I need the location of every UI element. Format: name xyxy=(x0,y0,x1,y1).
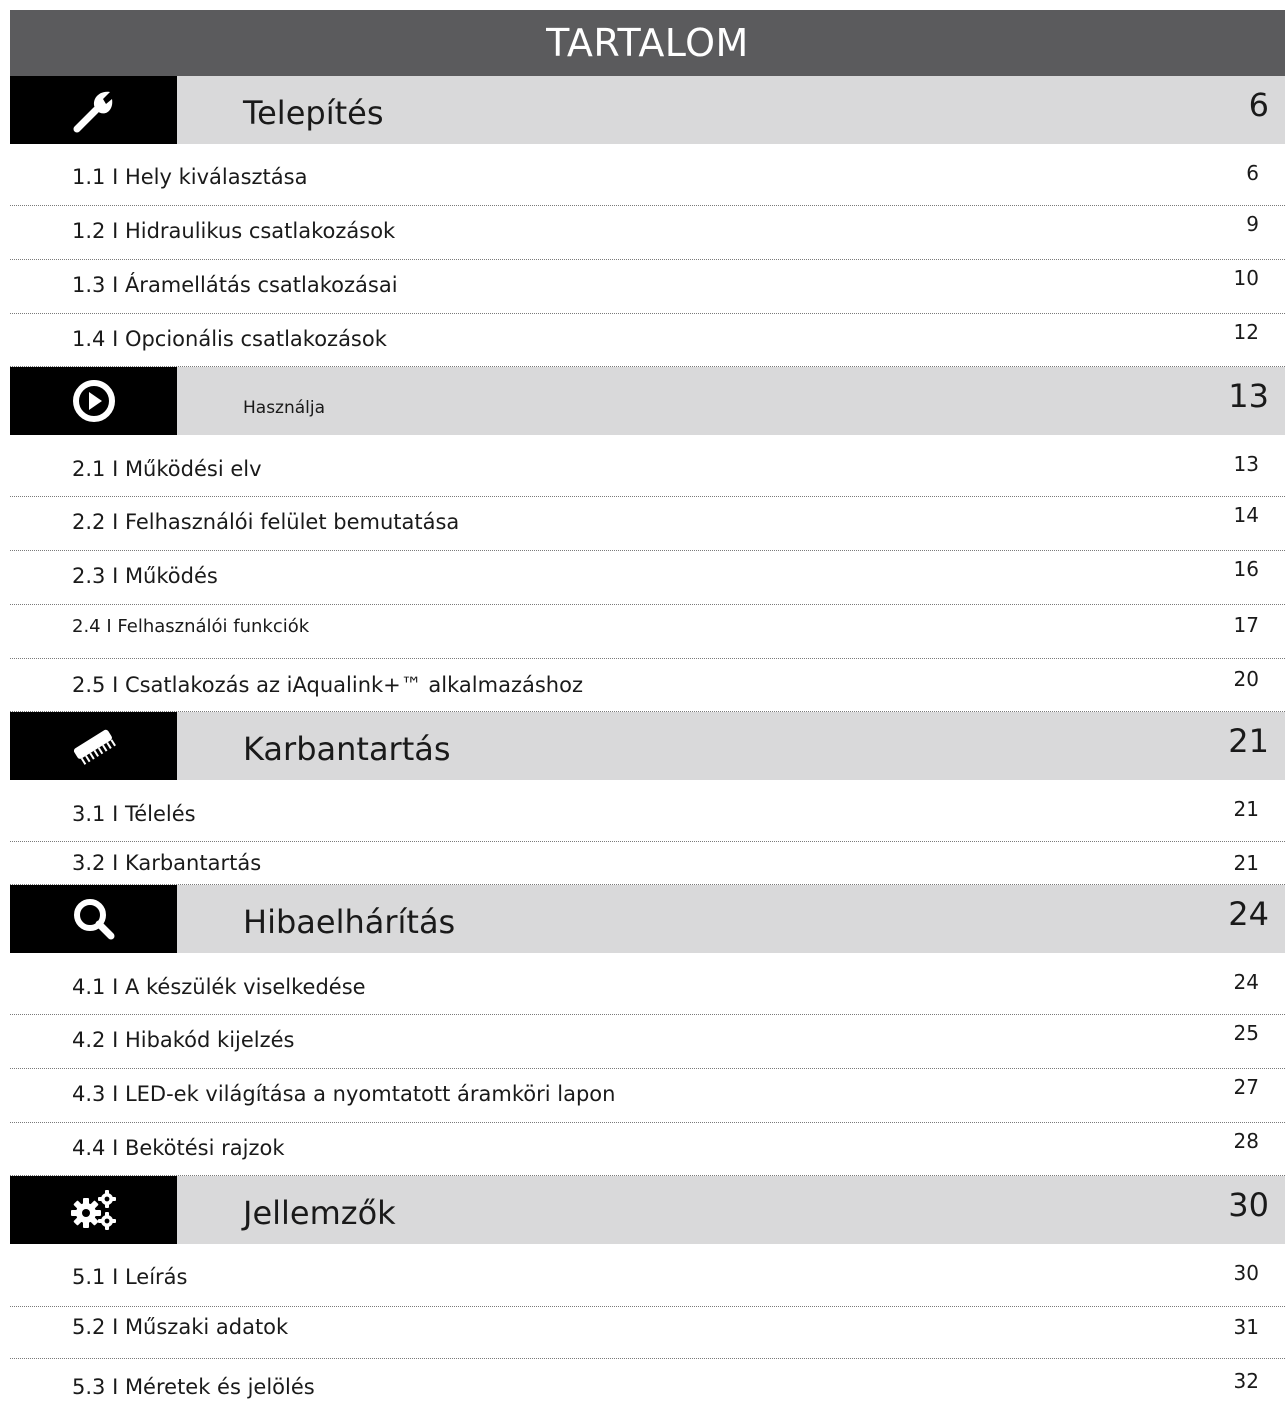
toc-entry-page: 31 xyxy=(1233,1315,1259,1339)
toc-entry-page: 12 xyxy=(1233,320,1259,344)
play-icon xyxy=(10,367,177,435)
toc-entry-page: 21 xyxy=(1233,851,1259,875)
toc-entry[interactable] xyxy=(10,842,1285,885)
wrench-icon xyxy=(10,76,177,144)
toc-entry-page: 30 xyxy=(1233,1261,1259,1285)
toc-entry[interactable] xyxy=(10,953,1285,1015)
toc-entry[interactable] xyxy=(10,206,1285,260)
table-of-contents xyxy=(10,10,1285,1407)
toc-entry-page: 9 xyxy=(1246,212,1259,236)
toc-entry[interactable] xyxy=(10,314,1285,367)
toc-entry[interactable] xyxy=(10,1015,1285,1069)
toc-entry[interactable] xyxy=(10,551,1285,605)
toc-entry-label: 4.4 I Bekötési rajzok xyxy=(72,1136,285,1160)
toc-entry[interactable] xyxy=(10,260,1285,314)
toc-entry[interactable] xyxy=(10,1359,1285,1407)
section-header-jellemzok[interactable] xyxy=(10,1176,1285,1244)
brush-icon xyxy=(10,712,177,780)
toc-entry[interactable] xyxy=(10,1307,1285,1359)
toc-entry-page: 14 xyxy=(1233,503,1259,527)
toc-entry-label: 1.4 I Opcionális csatlakozások xyxy=(72,327,387,351)
toc-entry-label: 3.1 I Télelés xyxy=(72,802,196,826)
section-title: Jellemzők xyxy=(243,1194,396,1232)
section-page-number: 24 xyxy=(1228,895,1269,933)
gears-icon xyxy=(10,1176,177,1244)
toc-entry-page: 10 xyxy=(1233,266,1259,290)
toc-entry-page: 17 xyxy=(1233,613,1259,637)
section-page-number: 13 xyxy=(1228,377,1269,415)
toc-entry-page: 28 xyxy=(1233,1129,1259,1153)
toc-entry[interactable] xyxy=(10,144,1285,206)
toc-entry-label: 3.2 I Karbantartás xyxy=(72,851,262,875)
toc-entry[interactable] xyxy=(10,605,1285,659)
toc-entry-page: 32 xyxy=(1233,1369,1259,1393)
toc-entry-page: 25 xyxy=(1233,1021,1259,1045)
section-title: Használja xyxy=(243,398,326,418)
toc-entry[interactable] xyxy=(10,659,1285,712)
toc-entry-label: 4.1 I A készülék viselkedése xyxy=(72,975,366,999)
toc-entry[interactable] xyxy=(10,435,1285,497)
toc-entry-label: 1.2 I Hidraulikus csatlakozások xyxy=(72,219,396,243)
toc-entry-page: 13 xyxy=(1233,452,1259,476)
toc-entry[interactable] xyxy=(10,1244,1285,1307)
toc-entry-label: 4.3 I LED-ek világítása a nyomtatott áramköri lapon xyxy=(72,1082,616,1106)
section-page-number: 30 xyxy=(1228,1186,1269,1224)
toc-entry-label: 4.2 I Hibakód kijelzés xyxy=(72,1028,295,1052)
toc-entry-page: 27 xyxy=(1233,1075,1259,1099)
toc-entry-page: 24 xyxy=(1233,970,1259,994)
toc-entry-label: 2.4 I Felhasználói funkciók xyxy=(72,616,310,637)
toc-entry[interactable] xyxy=(10,497,1285,551)
section-header-hasznalja[interactable] xyxy=(10,367,1285,435)
toc-entry-page: 21 xyxy=(1233,797,1259,821)
section-title: Karbantartás xyxy=(243,730,451,768)
toc-entry[interactable] xyxy=(10,1123,1285,1176)
toc-entry[interactable] xyxy=(10,1069,1285,1123)
toc-entry-label: 1.3 I Áramellátás csatlakozásai xyxy=(72,273,398,297)
section-page-number: 21 xyxy=(1228,722,1269,760)
toc-entry[interactable] xyxy=(10,780,1285,842)
toc-entry-label: 5.1 I Leírás xyxy=(72,1265,188,1289)
toc-entry-label: 2.5 I Csatlakozás az iAqualink+™ alkalmazáshoz xyxy=(72,673,583,697)
toc-entry-page: 16 xyxy=(1233,557,1259,581)
toc-entry-label: 1.1 I Hely kiválasztása xyxy=(72,165,308,189)
section-header-hibaelharitas[interactable] xyxy=(10,885,1285,953)
section-header-telepites[interactable] xyxy=(10,76,1285,144)
magnifier-icon xyxy=(10,885,177,953)
toc-entry-page: 6 xyxy=(1246,161,1259,185)
toc-entry-label: 5.3 I Méretek és jelölés xyxy=(72,1375,315,1399)
section-page-number: 6 xyxy=(1248,86,1269,124)
toc-entry-label: 2.2 I Felhasználói felület bemutatása xyxy=(72,510,460,534)
toc-entry-label: 5.2 I Műszaki adatok xyxy=(72,1315,289,1339)
section-header-karbantartas[interactable] xyxy=(10,712,1285,780)
toc-entry-page: 20 xyxy=(1233,667,1259,691)
section-title: Hibaelhárítás xyxy=(243,903,456,941)
section-title: Telepítés xyxy=(243,94,384,132)
toc-entry-label: 2.3 I Működés xyxy=(72,564,218,588)
page-title: TARTALOM xyxy=(10,10,1285,76)
toc-entry-label: 2.1 I Működési elv xyxy=(72,457,262,481)
